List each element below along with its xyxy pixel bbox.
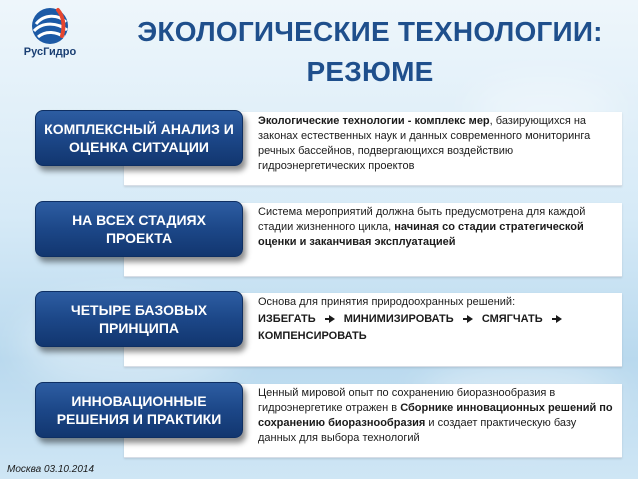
arrow-right-icon — [463, 315, 473, 323]
logo — [12, 6, 88, 62]
section-row-2 — [24, 200, 622, 278]
section-row-4 — [24, 381, 622, 459]
arrow-right-icon — [552, 315, 562, 323]
section-text-2 — [258, 205, 614, 250]
section-text-2-rest: Система мероприятий должна быть предусмотрена для каждой стадии жизненного цикла, — [258, 206, 586, 233]
principle-avoid: ИЗБЕГАТЬ — [258, 313, 316, 325]
section-text-3-intro: Основа для принятия природоохранных решений: — [258, 296, 516, 308]
section-text-1-rest: , базирующихся на законах естественных наук и данных современного мониторинга речных бассейнов, подвергающихся воздействию гидроэнергетических проектов — [258, 115, 591, 172]
arrow-right-icon — [325, 315, 335, 323]
principles-list — [258, 312, 614, 327]
section-label-2: НА ВСЕХ СТАДИЯХ ПРОЕКТА — [35, 201, 243, 257]
section-label-4: ИННОВАЦИОННЫЕ РЕШЕНИЯ И ПРАКТИКИ — [35, 382, 243, 438]
title-line-2: РЕЗЮМЕ — [306, 56, 434, 87]
section-text-3 — [258, 295, 614, 344]
section-text-4 — [258, 386, 614, 446]
section-label-1: КОМПЛЕКСНЫЙ АНАЛИЗ И ОЦЕНКА СИТУАЦИИ — [35, 110, 243, 166]
section-text-4-part-1: Ценный мировой опыт по сохранению биоразнообразия в гидроэнергетике отражен в — [258, 387, 556, 414]
principle-minimize: МИНИМИЗИРОВАТЬ — [343, 313, 454, 325]
section-text-2-bold: начиная со стадии стратегической оценки и заканчивая эксплуатацией — [258, 221, 584, 248]
section-row-1 — [24, 109, 622, 187]
section-row-3 — [24, 290, 622, 368]
section-text-4-bold: Сборнике инновационных решений по сохранению биоразнообразия — [258, 402, 613, 429]
section-text-1 — [258, 114, 614, 174]
title-line-1: ЭКОЛОГИЧЕСКИЕ ТЕХНОЛОГИИ: — [137, 16, 603, 47]
principle-mitigate: СМЯГЧАТЬ — [481, 313, 543, 325]
footer-date: Москва 03.10.2014 — [7, 464, 95, 475]
page-title — [110, 12, 630, 92]
section-text-4-part-2: и создает практическую базу данных для выбора технологий — [258, 417, 577, 444]
globe-icon — [30, 6, 70, 46]
principle-compensate: КОМПЕНСИРОВАТЬ — [258, 330, 367, 342]
section-text-1-bold: Экологические технологии - комплекс мер — [258, 115, 490, 127]
logo-text: РусГидро — [23, 46, 77, 58]
section-label-3: ЧЕТЫРЕ БАЗОВЫХ ПРИНЦИПА — [35, 291, 243, 347]
